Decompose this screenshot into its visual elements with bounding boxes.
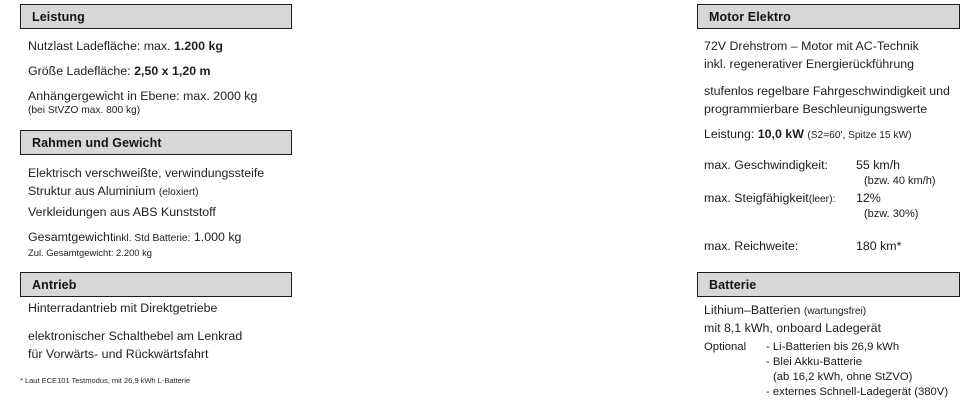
verkleidung-text: Verkleidungen aus ABS Kunststoff xyxy=(28,205,216,219)
schalthebel-line-1: elektronischer Schalthebel am Lenkrad xyxy=(28,329,243,343)
batterie-line-1 xyxy=(704,302,881,320)
gesamtgewicht-line xyxy=(28,231,241,245)
optional-label: Optional xyxy=(704,341,747,353)
spec-value-steigfaehigkeit: 12% xyxy=(856,191,881,205)
spec-row-reichweite xyxy=(704,239,954,253)
motor-description-block xyxy=(704,38,919,73)
leistung-nutzlast-line xyxy=(28,40,223,53)
spec-row-steigfaehigkeit xyxy=(704,191,954,205)
optional-item: - externes Schnell-Ladegerät (380V) xyxy=(766,385,949,398)
spec-label-steigfaehigkeit-main: max. Steigfähigkeit xyxy=(704,191,809,205)
spec-value-geschwindigkeit: 55 km/h xyxy=(856,158,901,172)
spec-label-steigfaehigkeit-note: (leer): xyxy=(808,194,836,205)
section-motor-elektro xyxy=(697,4,960,29)
antrieb-hinterrad-line xyxy=(28,302,217,315)
struktur-line-2-main: Struktur aus Aluminium xyxy=(28,183,156,198)
spec-sub-geschwindigkeit: (bzw. 40 km/h) xyxy=(864,175,936,187)
hinterradantrieb-text: Hinterradantrieb mit Direktgetriebe xyxy=(28,301,218,315)
optional-item: (ab 16,2 kWh, ohne StZVO) xyxy=(773,370,913,383)
leistung-anhaenger-line xyxy=(28,90,257,117)
regelung-line-1: stufenlos regelbare Fahrgeschwindigkeit und xyxy=(704,84,950,98)
struktur-line-2-note: (eloxiert) xyxy=(158,186,199,198)
spec-value-reichweite: 180 km* xyxy=(856,239,902,253)
section-leistung xyxy=(20,4,292,29)
section-antrieb xyxy=(20,272,292,297)
struktur-line-2 xyxy=(28,183,264,201)
spec-label-steigfaehigkeit xyxy=(704,191,856,205)
nutzlast-label: Nutzlast Ladefläche: max. xyxy=(28,39,171,53)
rahmen-struktur-block xyxy=(28,165,264,200)
groesse-label: Größe Ladefläche: xyxy=(28,64,131,78)
left-column xyxy=(0,0,340,412)
section-rahmen-und-gewicht xyxy=(20,130,292,155)
spec-label-reichweite: max. Reichweite: xyxy=(704,239,799,253)
spec-row-geschwindigkeit xyxy=(704,158,954,172)
batterie-optional-block xyxy=(704,340,954,400)
nutzlast-value: 1.200 kg xyxy=(174,39,223,53)
section-header-rahmen-und-gewicht: Rahmen und Gewicht xyxy=(20,130,292,155)
section-header-leistung: Leistung xyxy=(20,4,292,29)
anhaengergewicht-main: Anhängergewicht in Ebene: max. 2000 kg xyxy=(28,89,258,103)
motor-line-1: 72V Drehstrom – Motor mit AC-Technik xyxy=(704,39,919,53)
leistung-groesse-line xyxy=(28,65,211,78)
anhaengergewicht-sub: (bei StVZO max. 800 kg) xyxy=(28,105,141,117)
batterie-description-block xyxy=(704,302,881,337)
batterie-line-1-note: (wartungsfrei) xyxy=(803,306,867,317)
zul-gesamtgewicht: Zul. Gesamtgewicht: 2.200 kg xyxy=(28,246,153,258)
gesamtgewicht-value: 1.000 kg xyxy=(193,230,242,244)
struktur-line-1: Elektrisch verschweißte, verwindungssteife xyxy=(28,166,265,180)
motor-leistung-line xyxy=(704,128,912,142)
motor-regelung-block xyxy=(704,83,950,118)
section-header-motor-elektro: Motor Elektro xyxy=(697,4,960,29)
section-header-batterie: Batterie xyxy=(697,272,960,297)
gesamtgewicht-note: inkl. Std Batterie: xyxy=(113,233,191,244)
rahmen-gesamtgewicht-block xyxy=(28,231,241,258)
motor-line-2: inkl. regenerativer Energierückführung xyxy=(704,56,915,71)
optional-item: - Blei Akku-Batterie xyxy=(766,355,863,368)
section-batterie xyxy=(697,272,960,297)
motor-spec-table xyxy=(704,158,954,253)
motor-leistung-value: 10,0 kW xyxy=(757,127,804,141)
regelung-line-2: programmierbare Beschleunigungswerte xyxy=(704,101,928,116)
spec-label-geschwindigkeit: max. Geschwindigkeit: xyxy=(704,158,828,172)
batterie-line-2: mit 8,1 kWh, onboard Ladegerät xyxy=(704,320,882,335)
rahmen-verkleidung-line xyxy=(28,206,216,219)
groesse-value: 2,50 x 1,20 m xyxy=(134,64,211,78)
spec-sub-steigfaehigkeit: (bzw. 30%) xyxy=(864,208,919,220)
right-column xyxy=(340,0,950,412)
footnote: * Laut ECE101 Testmodus, mit 26,9 kWh L-Batterie xyxy=(20,376,191,385)
motor-leistung-note: (S2=60', Spitze 15 kW) xyxy=(807,130,912,141)
section-header-antrieb: Antrieb xyxy=(20,272,292,297)
motor-leistung-label: Leistung: xyxy=(704,127,755,141)
optional-items xyxy=(766,340,954,400)
antrieb-schalthebel-block xyxy=(28,328,242,363)
gesamtgewicht-label: Gesamtgewicht xyxy=(28,230,114,244)
schalthebel-line-2: für Vorwärts- und Rückwärtsfahrt xyxy=(28,346,209,361)
batterie-line-1-main: Lithium–Batterien xyxy=(704,303,801,317)
optional-item: - Li-Batterien bis 26,9 kWh xyxy=(766,341,900,353)
